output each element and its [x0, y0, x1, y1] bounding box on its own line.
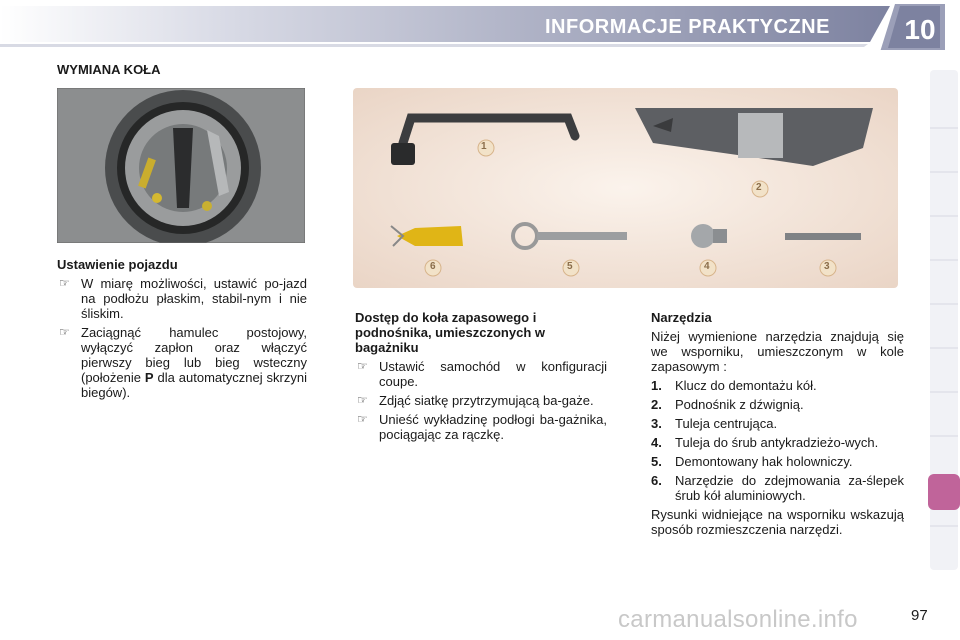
list-item — [57, 276, 307, 321]
figure-label-1: 1 — [481, 141, 487, 152]
figure-label-4: 4 — [704, 261, 710, 272]
list-item — [651, 435, 904, 450]
pointing-hand-icon: ☞ — [59, 325, 70, 339]
list-item — [355, 412, 607, 442]
figure-label-6: 6 — [430, 261, 436, 272]
list-item — [57, 325, 307, 400]
item-number: 5. — [651, 454, 662, 469]
item-number: 2. — [651, 397, 662, 412]
item-text: Narzędzie do zdejmowania za-ślepek śrub kół aluminiowych. — [675, 473, 904, 503]
item-number: 6. — [651, 473, 662, 488]
access-heading: Dostęp do koła zapasowego i podnośnika, umieszczonych w bagażniku — [355, 310, 545, 355]
bullet-text: Zaciągnąć hamulec postojowy, wyłączyć zapłon oraz włączyć pierwszy bieg lub bieg wsteczny (położenie — [81, 325, 307, 385]
spare-wheel-photo — [57, 88, 305, 243]
bullet-text-tail: dla automatycznej skrzyni biegów). — [81, 370, 307, 400]
page-title: INFORMACJE PRAKTYCZNE — [545, 16, 830, 38]
watermark: carmanualsonline.info — [618, 606, 858, 633]
item-number: 3. — [651, 416, 662, 431]
access-section — [355, 310, 607, 442]
list-item — [651, 416, 904, 431]
bullet-text: Unieść wykładzinę podłogi ba-gażnika, pociągając za rączkę. — [379, 412, 607, 442]
vehicle-setup-section — [57, 257, 307, 400]
list-item — [651, 473, 904, 503]
list-item — [355, 359, 607, 389]
tools-section — [651, 310, 904, 537]
pointing-hand-icon: ☞ — [59, 276, 70, 290]
gear-position-p: P — [144, 370, 154, 385]
tools-intro: Niżej wymienione narzędzia znajdują się we wsporniku, umieszczonym w kole zapasowym : — [651, 329, 904, 374]
pointing-hand-icon: ☞ — [357, 393, 368, 407]
chapter-side-tabs[interactable] — [928, 70, 960, 580]
section-title: WYMIANA KOŁA — [57, 62, 161, 77]
list-item — [651, 397, 904, 412]
tools-outro: Rysunki widniejące na wsporniku wskazują sposób rozmieszczenia narzędzi. — [651, 507, 904, 537]
page-number: 97 — [911, 607, 928, 624]
chapter-number: 10 — [904, 14, 936, 45]
figure-labels — [353, 88, 898, 288]
item-text: Tuleja do śrub antykradzieżo-wych. — [675, 435, 879, 450]
bullet-text: Zdjąć siatkę przytrzymującą ba-gaże. — [379, 393, 594, 408]
figure-label-2: 2 — [756, 182, 762, 193]
tools-heading: Narzędzia — [651, 310, 712, 325]
figure-label-3: 3 — [824, 261, 830, 272]
item-text: Demontowany hak holowniczy. — [675, 454, 853, 469]
item-text: Tuleja centrująca. — [675, 416, 778, 431]
figure-label-5: 5 — [567, 261, 573, 272]
list-item — [651, 454, 904, 469]
pointing-hand-icon: ☞ — [357, 359, 368, 373]
list-item — [355, 393, 607, 408]
item-text: Klucz do demontażu kół. — [675, 378, 817, 393]
bullet-text: W miarę możliwości, ustawić po-jazd na podłożu płaskim, stabil-nym i nie śliskim. — [81, 276, 307, 321]
list-item — [651, 378, 904, 393]
bullet-text: Ustawić samochód w konfiguracji coupe. — [379, 359, 607, 389]
item-number: 4. — [651, 435, 662, 450]
item-text: Podnośnik z dźwignią. — [675, 397, 804, 412]
item-number: 1. — [651, 378, 662, 393]
pointing-hand-icon: ☞ — [357, 412, 368, 426]
vehicle-setup-heading: Ustawienie pojazdu — [57, 257, 178, 272]
